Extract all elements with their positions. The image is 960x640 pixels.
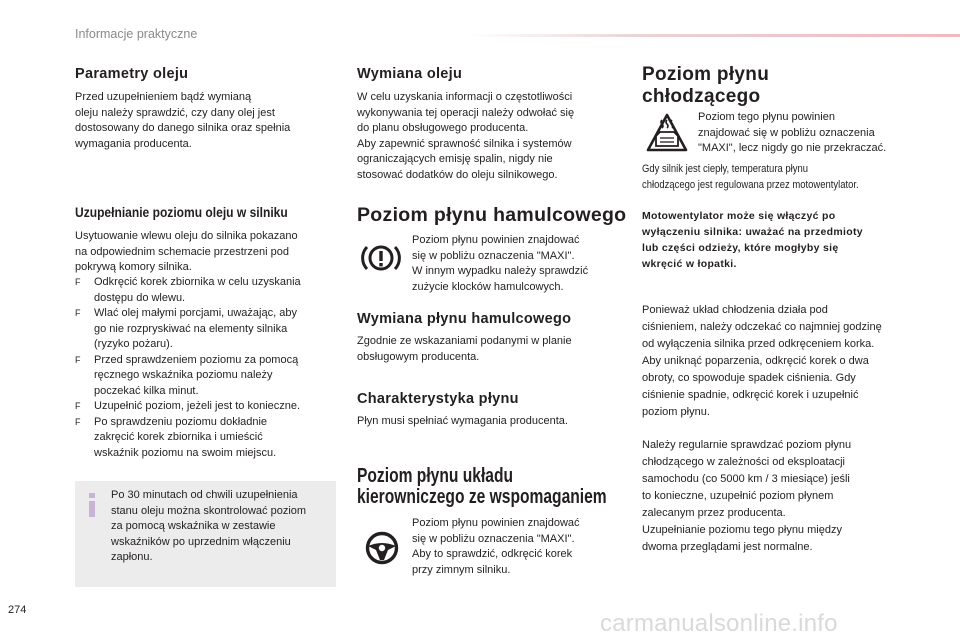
title-line: chłodzącego [642,86,761,107]
text-line: ciśnieniem, należy odczekać co najmniej godzinę [642,321,882,333]
bullet-marker: F [75,308,81,318]
text-line: Motowentylator może się włączyć po [642,210,836,222]
oil-change-title: Wymiana oleju [357,66,463,82]
brake-change-title: Wymiana płynu hamulcowego [357,311,572,327]
steering-title [357,466,607,508]
text-line: chłodzącego w zależności od eksploatacji [642,456,846,468]
text-line: zużycie klocków hamulcowych. [412,280,564,293]
text-line: Aby to sprawdzić, odkręcić korek [412,548,573,560]
text-line: dwoma przeglądami jest normalne. [642,541,813,553]
text-line: Ponieważ układ chłodzenia działa pod [642,304,828,316]
text-line: Poziom płynu powinien znajdować [412,234,580,246]
oil-params-title: Parametry oleju [75,66,189,82]
steering-wheel-icon [362,530,402,566]
text-line: "MAXI", lecz nigdy go nie przekraczać. [698,142,887,154]
text-line: Aby zapewnić sprawność silnika i systemów [357,137,572,150]
info-icon [87,493,97,517]
text-line: Wlać olej małymi porcjami, uważając, aby [94,307,297,319]
text-line: obsługowym producenta. [357,350,480,363]
header-accent-bar [465,34,960,37]
text-line: Usytuowanie wlewu oleju do silnika pokazano [75,230,298,242]
text-line: stanu oleju można skontrolować poziom [111,504,307,517]
text-line: Przed uzupełnieniem bądź wymianą [75,91,252,103]
oil-params-text [75,90,337,152]
fluid-spec-title: Charakterystyka płynu [357,391,519,407]
text-line: Aby uniknąć poparzenia, odkręcić korek o dwa [642,355,869,367]
text-line: Gdy silnik jest ciepły, temperatura płynu [642,163,808,175]
text-line: zakręcić korek zbiornika i umieścić [94,431,263,443]
text-line: to konieczne, uzupełnić poziom płynem [642,490,834,502]
text-line: go nie rozpryskiwać na elementy silnika [94,322,288,335]
text-line: dostosowany do danego silnika oraz spełnia [75,122,291,134]
brake-level-text [412,233,632,295]
text-line: poziom płynu. [642,406,710,418]
text-line: przy zimnym silniku. [412,563,511,576]
text-line: się w pobliżu oznaczenia "MAXI". [412,249,575,262]
text-line: Należy regularnie sprawdzać poziom płynu [642,439,852,451]
text-line: na odpowiednim schemacie przestrzeni pod [75,245,290,258]
text-line: ograniczających emisję spalin, nigdy nie [357,153,553,165]
coolant-pressure-text [642,302,917,421]
text-line: do planu obsługowego producenta. [357,122,529,134]
oil-change-text [357,90,625,183]
text-line: wykonywania tej operacji należy odwołać się [357,106,575,119]
coolant-intro [698,110,910,157]
text-line: lub części odzieży, które mogłyby się [642,242,839,254]
text-line: Zgodnie ze wskazaniami podanymi w planie [357,335,572,347]
coolant-title [642,64,769,108]
text-line: za pomocą wskaźnika w zestawie [111,520,276,532]
text-line: od wyłączenia silnika przed odkręceniem korka. [642,338,875,350]
text-line: wkręcić w łopatki. [642,258,737,270]
brake-warning-icon [360,240,402,276]
text-line: Przed sprawdzeniem poziomu za pomocą [94,353,299,366]
text-line: pokrywą komory silnika. [75,261,192,273]
bullet-marker: F [75,416,81,427]
oil-fill-title: Uzupełnianie poziomu oleju w silniku [75,204,288,220]
bullet-marker: F [75,277,81,287]
bullet-marker: F [75,354,81,365]
info-text [111,488,329,566]
text-line: Odkręcić korek zbiornika w celu uzyskania [94,276,301,288]
list-item [75,306,337,353]
text-line: wskaźników po uprzednim włączeniu [111,535,291,548]
page-number: 274 [8,604,27,616]
text-line: Poziom tego płynu powinien [698,111,835,123]
text-line: ręcznego wskaźnika poziomu należy [94,369,273,381]
title-line: Poziom płynu układu [357,465,514,487]
text-line: (ryzyko pożaru). [94,338,173,350]
bullet-marker: F [75,401,81,411]
text-line: oleju należy sprawdzić, czy dany olej jest [75,106,275,119]
text-line: się w pobliżu oznaczenia "MAXI". [412,532,575,545]
text-line: zapłonu. [111,551,153,563]
title-line: kierowniczego ze wspomaganiem [357,486,607,508]
text-line: Po 30 minutach od chwili uzupełnienia [111,489,298,501]
fluid-spec-text: Płyn musi spełniać wymagania producenta. [357,415,568,427]
text-line: chłodzącego jest regulowana przez motowentylator. [642,179,859,191]
text-line: Poziom płynu powinien znajdować [412,517,580,529]
text-line: samochodu (co 5000 km / 3 miesiące) jeśli [642,473,850,485]
text-line: wymagania producenta. [75,137,192,150]
header-title: Informacje praktyczne [75,27,198,41]
text-line: poczekać kilka minut. [94,384,199,397]
list-item [75,275,337,306]
watermark: carmanualsonline.info [600,610,838,637]
oil-fill-steps [75,275,337,461]
hot-coolant-warning-icon [645,112,689,154]
text-line: Uzupełnić poziom, jeżeli jest to konieczne. [94,400,301,412]
oil-fill-intro [75,229,337,276]
text-line: zalecanym przez producenta. [642,507,786,519]
title-line: Poziom płynu [642,64,770,85]
text-line: wskaźnik poziomu na swoim miejscu. [94,446,277,459]
list-item [75,415,337,462]
text-line: Po sprawdzeniu poziomu dokładnie [94,415,268,428]
brake-change-text [357,334,625,365]
list-item [75,353,337,400]
text-line: W innym wypadku należy sprawdzić [412,265,589,277]
coolant-fan-warning [642,208,912,272]
text-line: ciśnienie spadnie, odkręcić korek i uzupełnić [642,389,859,401]
text-line: Uzupełnianie poziomu tego płynu między [642,524,842,536]
coolant-hot-note [642,161,859,193]
brake-level-title: Poziom płynu hamulcowego [357,204,627,226]
text-line: W celu uzyskania informacji o częstotliwości [357,91,573,103]
list-item [75,399,337,415]
coolant-regular-text [642,437,912,556]
steering-text [412,516,632,578]
text-line: znajdować się w pobliżu oznaczenia [698,126,875,139]
info-box [75,481,336,587]
text-line: obroty, co spowoduje spadek ciśnienia. Gdy [642,372,856,384]
text-line: dostępu do wlewu. [94,291,186,304]
text-line: wyłączeniu silnika: uważać na przedmioty [642,226,863,238]
text-line: stosować dodatków do oleju silnikowego. [357,168,558,181]
